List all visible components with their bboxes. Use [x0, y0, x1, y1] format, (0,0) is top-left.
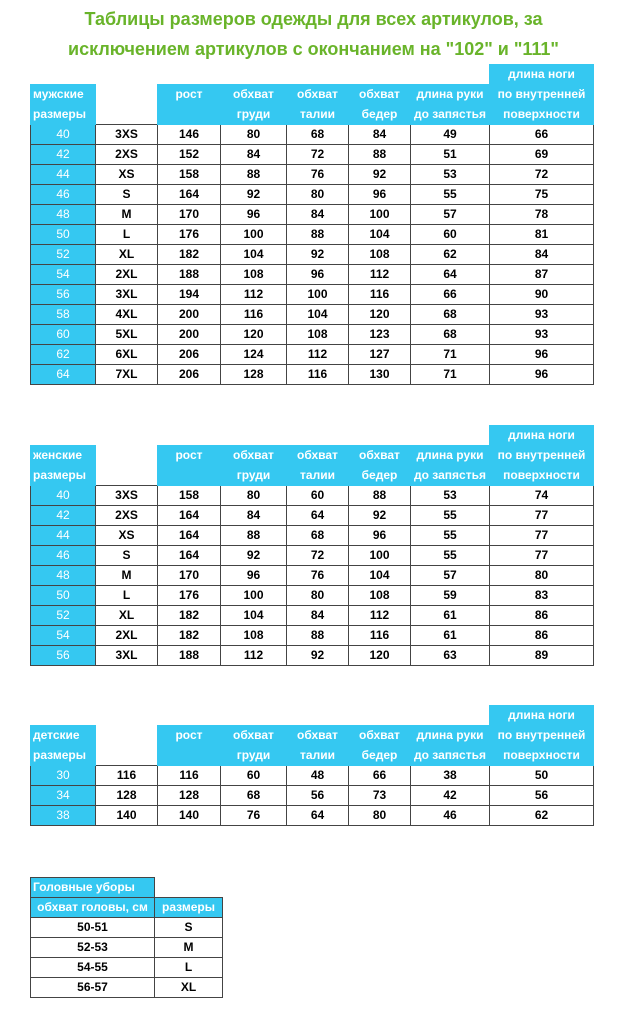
- value-cell: 108: [349, 586, 411, 606]
- value-cell: 96: [349, 185, 411, 205]
- value-cell: L: [155, 958, 223, 978]
- value-cell: 100: [349, 546, 411, 566]
- value-cell: 120: [349, 305, 411, 325]
- value-cell: 112: [349, 606, 411, 626]
- header-men-label-1: мужские: [31, 85, 96, 105]
- value-cell: 84: [349, 125, 411, 145]
- value-cell: 83: [490, 586, 594, 606]
- value-cell: 2XS: [96, 506, 158, 526]
- value-cell: 120: [349, 646, 411, 666]
- header-height: рост: [158, 726, 221, 746]
- value-cell: 68: [287, 526, 349, 546]
- size-cell: 44: [31, 526, 96, 546]
- value-cell: 69: [490, 145, 594, 165]
- table-row: [31, 546, 594, 566]
- value-cell: 3XL: [96, 646, 158, 666]
- value-cell: 77: [490, 546, 594, 566]
- value-cell: 56: [490, 786, 594, 806]
- value-cell: L: [96, 225, 158, 245]
- value-cell: 3XL: [96, 285, 158, 305]
- value-cell: 78: [490, 205, 594, 225]
- value-cell: 61: [411, 626, 490, 646]
- hats-size-table: [30, 877, 223, 998]
- value-cell: XL: [96, 606, 158, 626]
- table-row: [31, 958, 223, 978]
- value-cell: 73: [349, 786, 411, 806]
- value-cell: 84: [221, 506, 287, 526]
- value-cell: 84: [287, 205, 349, 225]
- size-cell: 54: [31, 265, 96, 285]
- women-size-table: [30, 425, 594, 666]
- header-hips-1: обхват: [349, 446, 411, 466]
- value-cell: 96: [490, 345, 594, 365]
- title-line-1: Таблицы размеров одежды для всех артикулов, за: [84, 9, 543, 29]
- table-row: [31, 566, 594, 586]
- value-cell: 92: [221, 546, 287, 566]
- header-kids-label-1: детские: [31, 726, 96, 746]
- value-cell: M: [96, 566, 158, 586]
- size-cell: 56: [31, 646, 96, 666]
- value-cell: 206: [158, 365, 221, 385]
- header-hips-2: бедер: [349, 746, 411, 766]
- value-cell: XL: [96, 245, 158, 265]
- value-cell: 3XS: [96, 125, 158, 145]
- header-leg-2: по внутренней: [490, 446, 594, 466]
- value-cell: 66: [411, 285, 490, 305]
- hats-title: Головные уборы: [31, 878, 155, 898]
- value-cell: 71: [411, 365, 490, 385]
- value-cell: 100: [221, 225, 287, 245]
- header-leg-2: по внутренней: [490, 726, 594, 746]
- value-cell: 74: [490, 486, 594, 506]
- value-cell: 50-51: [31, 918, 155, 938]
- value-cell: 72: [287, 546, 349, 566]
- value-cell: S: [155, 918, 223, 938]
- value-cell: 96: [221, 205, 287, 225]
- table-row: [31, 506, 594, 526]
- header-waist-2: талии: [287, 746, 349, 766]
- value-cell: 62: [490, 806, 594, 826]
- value-cell: 38: [411, 766, 490, 786]
- value-cell: 72: [287, 145, 349, 165]
- table-row: [31, 185, 594, 205]
- women-rows: [31, 486, 594, 666]
- size-cell: 40: [31, 125, 96, 145]
- header-chest-1: обхват: [221, 726, 287, 746]
- value-cell: 2XS: [96, 145, 158, 165]
- value-cell: 76: [287, 566, 349, 586]
- value-cell: 100: [287, 285, 349, 305]
- value-cell: 164: [158, 185, 221, 205]
- value-cell: 130: [349, 365, 411, 385]
- value-cell: 80: [287, 185, 349, 205]
- size-cell: 50: [31, 225, 96, 245]
- value-cell: 66: [490, 125, 594, 145]
- size-cell: 48: [31, 205, 96, 225]
- value-cell: 164: [158, 546, 221, 566]
- value-cell: 92: [287, 245, 349, 265]
- size-cell: 38: [31, 806, 96, 826]
- value-cell: 100: [221, 586, 287, 606]
- value-cell: 124: [221, 345, 287, 365]
- value-cell: 66: [349, 766, 411, 786]
- header-arm-2: до запястья: [411, 466, 490, 486]
- value-cell: 53: [411, 486, 490, 506]
- value-cell: 81: [490, 225, 594, 245]
- table-row: [31, 125, 594, 145]
- header-leg-3: поверхности: [490, 746, 594, 766]
- value-cell: 54-55: [31, 958, 155, 978]
- value-cell: 77: [490, 506, 594, 526]
- size-cell: 46: [31, 185, 96, 205]
- kids-rows: [31, 766, 594, 826]
- value-cell: M: [96, 205, 158, 225]
- value-cell: 80: [221, 486, 287, 506]
- size-cell: 54: [31, 626, 96, 646]
- value-cell: 93: [490, 325, 594, 345]
- value-cell: 7XL: [96, 365, 158, 385]
- table-row: [31, 606, 594, 626]
- value-cell: 88: [221, 526, 287, 546]
- value-cell: 3XS: [96, 486, 158, 506]
- header-men-label-2: размеры: [31, 105, 96, 125]
- value-cell: 200: [158, 305, 221, 325]
- value-cell: 60: [287, 486, 349, 506]
- table-row: [31, 305, 594, 325]
- value-cell: 128: [158, 786, 221, 806]
- table-row: [31, 586, 594, 606]
- size-cell: 46: [31, 546, 96, 566]
- value-cell: 51: [411, 145, 490, 165]
- value-cell: 90: [490, 285, 594, 305]
- value-cell: 140: [96, 806, 158, 826]
- value-cell: 64: [287, 806, 349, 826]
- value-cell: 116: [158, 766, 221, 786]
- value-cell: 57: [411, 566, 490, 586]
- title-line-2: исключением артикулов с окончанием на "102" и "111": [68, 39, 559, 59]
- value-cell: 55: [411, 546, 490, 566]
- value-cell: 75: [490, 185, 594, 205]
- value-cell: 63: [411, 646, 490, 666]
- men-rows: [31, 125, 594, 385]
- value-cell: 170: [158, 566, 221, 586]
- value-cell: 64: [411, 265, 490, 285]
- value-cell: 60: [221, 766, 287, 786]
- value-cell: 88: [287, 626, 349, 646]
- value-cell: 86: [490, 626, 594, 646]
- value-cell: 176: [158, 225, 221, 245]
- size-cell: 60: [31, 325, 96, 345]
- value-cell: 48: [287, 766, 349, 786]
- value-cell: 104: [287, 305, 349, 325]
- value-cell: 92: [349, 506, 411, 526]
- value-cell: 77: [490, 526, 594, 546]
- value-cell: 120: [221, 325, 287, 345]
- table-row: [31, 918, 223, 938]
- header-leg-3: поверхности: [490, 466, 594, 486]
- value-cell: S: [96, 546, 158, 566]
- value-cell: 96: [349, 526, 411, 546]
- size-cell: 34: [31, 786, 96, 806]
- table-row: [31, 145, 594, 165]
- header-arm-2: до запястья: [411, 105, 490, 125]
- header-leg-2: по внутренней: [490, 85, 594, 105]
- value-cell: 84: [490, 245, 594, 265]
- value-cell: 87: [490, 265, 594, 285]
- value-cell: 55: [411, 506, 490, 526]
- value-cell: 112: [221, 646, 287, 666]
- value-cell: 55: [411, 185, 490, 205]
- size-cell: 42: [31, 145, 96, 165]
- value-cell: 59: [411, 586, 490, 606]
- table-row: [31, 938, 223, 958]
- header-arm-2: до запястья: [411, 746, 490, 766]
- value-cell: 194: [158, 285, 221, 305]
- header-hips-1: обхват: [349, 85, 411, 105]
- value-cell: 57: [411, 205, 490, 225]
- value-cell: 93: [490, 305, 594, 325]
- value-cell: 84: [221, 145, 287, 165]
- table-row: [31, 786, 594, 806]
- header-chest-1: обхват: [221, 85, 287, 105]
- value-cell: 128: [96, 786, 158, 806]
- value-cell: 92: [221, 185, 287, 205]
- table-row: [31, 245, 594, 265]
- value-cell: 182: [158, 606, 221, 626]
- value-cell: XS: [96, 526, 158, 546]
- header-kids-label-2: размеры: [31, 746, 96, 766]
- value-cell: 86: [490, 606, 594, 626]
- value-cell: 188: [158, 265, 221, 285]
- value-cell: 49: [411, 125, 490, 145]
- value-cell: 116: [349, 285, 411, 305]
- header-leg-3: поверхности: [490, 105, 594, 125]
- value-cell: 123: [349, 325, 411, 345]
- table-row: [31, 486, 594, 506]
- value-cell: 5XL: [96, 325, 158, 345]
- table-row: [31, 806, 594, 826]
- value-cell: 53: [411, 165, 490, 185]
- hats-header-head: обхват головы, см: [31, 898, 155, 918]
- table-row: [31, 626, 594, 646]
- value-cell: XS: [96, 165, 158, 185]
- value-cell: 112: [221, 285, 287, 305]
- value-cell: 146: [158, 125, 221, 145]
- value-cell: 88: [287, 225, 349, 245]
- value-cell: 182: [158, 245, 221, 265]
- value-cell: 76: [287, 165, 349, 185]
- value-cell: 182: [158, 626, 221, 646]
- header-leg-1: длина ноги: [490, 706, 594, 726]
- value-cell: 112: [287, 345, 349, 365]
- header-waist-1: обхват: [287, 85, 349, 105]
- header-chest-2: груди: [221, 746, 287, 766]
- size-cell: 50: [31, 586, 96, 606]
- value-cell: 92: [349, 165, 411, 185]
- value-cell: 158: [158, 486, 221, 506]
- value-cell: 61: [411, 606, 490, 626]
- header-leg-1: длина ноги: [490, 65, 594, 85]
- value-cell: 56: [287, 786, 349, 806]
- value-cell: 72: [490, 165, 594, 185]
- value-cell: 104: [221, 606, 287, 626]
- value-cell: 104: [349, 225, 411, 245]
- table-row: [31, 265, 594, 285]
- size-cell: 52: [31, 606, 96, 626]
- table-row: [31, 978, 223, 998]
- value-cell: 96: [221, 566, 287, 586]
- value-cell: 71: [411, 345, 490, 365]
- value-cell: 112: [349, 265, 411, 285]
- value-cell: 68: [287, 125, 349, 145]
- table-row: [31, 646, 594, 666]
- value-cell: 88: [221, 165, 287, 185]
- value-cell: 80: [287, 586, 349, 606]
- header-arm-1: длина руки: [411, 85, 490, 105]
- value-cell: 108: [287, 325, 349, 345]
- value-cell: 108: [221, 626, 287, 646]
- value-cell: 176: [158, 586, 221, 606]
- value-cell: 80: [490, 566, 594, 586]
- header-chest-1: обхват: [221, 446, 287, 466]
- value-cell: S: [96, 185, 158, 205]
- value-cell: 68: [221, 786, 287, 806]
- header-waist-1: обхват: [287, 446, 349, 466]
- header-hips-2: бедер: [349, 466, 411, 486]
- value-cell: 55: [411, 526, 490, 546]
- value-cell: XL: [155, 978, 223, 998]
- table-row: [31, 205, 594, 225]
- value-cell: 62: [411, 245, 490, 265]
- header-arm-1: длина руки: [411, 726, 490, 746]
- header-chest-2: груди: [221, 105, 287, 125]
- size-cell: 42: [31, 506, 96, 526]
- value-cell: 42: [411, 786, 490, 806]
- value-cell: 104: [221, 245, 287, 265]
- size-cell: 52: [31, 245, 96, 265]
- header-height: рост: [158, 85, 221, 105]
- size-cell: 30: [31, 766, 96, 786]
- value-cell: 6XL: [96, 345, 158, 365]
- header-waist-2: талии: [287, 466, 349, 486]
- men-size-table: [30, 64, 594, 385]
- table-row: [31, 766, 594, 786]
- value-cell: 116: [221, 305, 287, 325]
- value-cell: 104: [349, 566, 411, 586]
- header-chest-2: груди: [221, 466, 287, 486]
- value-cell: 96: [490, 365, 594, 385]
- value-cell: 84: [287, 606, 349, 626]
- value-cell: 4XL: [96, 305, 158, 325]
- value-cell: 128: [221, 365, 287, 385]
- size-cell: 62: [31, 345, 96, 365]
- hats-rows: [31, 918, 223, 998]
- table-row: [31, 325, 594, 345]
- size-cell: 56: [31, 285, 96, 305]
- value-cell: 108: [221, 265, 287, 285]
- value-cell: 116: [349, 626, 411, 646]
- value-cell: 96: [287, 265, 349, 285]
- value-cell: 206: [158, 345, 221, 365]
- header-women-label-2: размеры: [31, 466, 96, 486]
- value-cell: 60: [411, 225, 490, 245]
- value-cell: L: [96, 586, 158, 606]
- value-cell: 127: [349, 345, 411, 365]
- value-cell: 164: [158, 526, 221, 546]
- value-cell: 200: [158, 325, 221, 345]
- table-row: [31, 365, 594, 385]
- table-row: [31, 225, 594, 245]
- value-cell: 88: [349, 145, 411, 165]
- value-cell: 52-53: [31, 938, 155, 958]
- header-hips-1: обхват: [349, 726, 411, 746]
- size-cell: 64: [31, 365, 96, 385]
- hats-header-size: размеры: [155, 898, 223, 918]
- value-cell: 116: [287, 365, 349, 385]
- value-cell: 108: [349, 245, 411, 265]
- value-cell: 68: [411, 325, 490, 345]
- value-cell: 68: [411, 305, 490, 325]
- value-cell: 88: [349, 486, 411, 506]
- value-cell: 50: [490, 766, 594, 786]
- size-cell: 58: [31, 305, 96, 325]
- page-title: [0, 4, 627, 64]
- size-cell: 44: [31, 165, 96, 185]
- table-row: [31, 165, 594, 185]
- value-cell: 2XL: [96, 265, 158, 285]
- size-cell: 40: [31, 486, 96, 506]
- header-arm-1: длина руки: [411, 446, 490, 466]
- value-cell: M: [155, 938, 223, 958]
- header-leg-1: длина ноги: [490, 426, 594, 446]
- value-cell: 116: [96, 766, 158, 786]
- header-waist-1: обхват: [287, 726, 349, 746]
- value-cell: 152: [158, 145, 221, 165]
- value-cell: 2XL: [96, 626, 158, 646]
- value-cell: 158: [158, 165, 221, 185]
- size-cell: 48: [31, 566, 96, 586]
- table-row: [31, 345, 594, 365]
- table-row: [31, 285, 594, 305]
- table-row: [31, 526, 594, 546]
- value-cell: 76: [221, 806, 287, 826]
- header-women-label-1: женские: [31, 446, 96, 466]
- value-cell: 100: [349, 205, 411, 225]
- header-height: рост: [158, 446, 221, 466]
- header-hips-2: бедер: [349, 105, 411, 125]
- value-cell: 164: [158, 506, 221, 526]
- value-cell: 140: [158, 806, 221, 826]
- value-cell: 188: [158, 646, 221, 666]
- value-cell: 64: [287, 506, 349, 526]
- value-cell: 170: [158, 205, 221, 225]
- kids-size-table: [30, 705, 594, 826]
- value-cell: 80: [349, 806, 411, 826]
- value-cell: 92: [287, 646, 349, 666]
- value-cell: 56-57: [31, 978, 155, 998]
- value-cell: 46: [411, 806, 490, 826]
- header-waist-2: талии: [287, 105, 349, 125]
- value-cell: 80: [221, 125, 287, 145]
- value-cell: 89: [490, 646, 594, 666]
